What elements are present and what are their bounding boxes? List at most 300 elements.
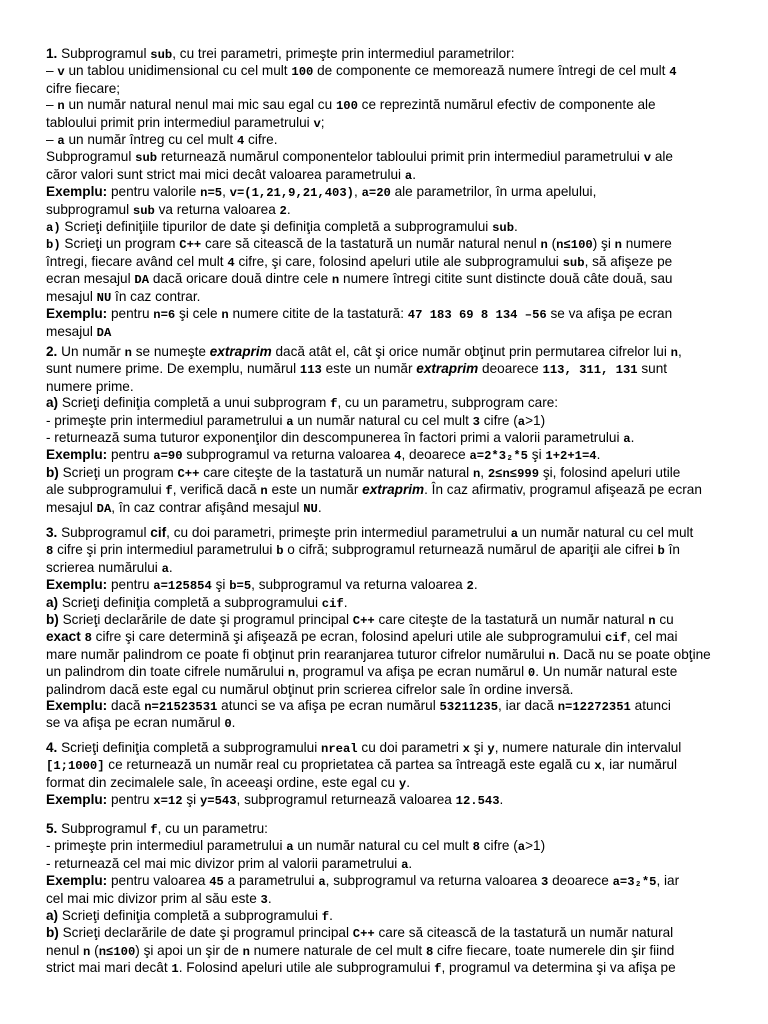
code-token: 4 — [669, 65, 677, 80]
code-token: a — [517, 414, 526, 429]
text-line — [46, 361, 746, 378]
text-run: . — [473, 577, 478, 593]
text-line — [46, 960, 746, 977]
text-run: , — [354, 184, 362, 200]
text-run: scrierea numărului — [46, 559, 162, 575]
text-run: dacă atât el, cât şi orice număr obţinut prin permutarea cifrelor lui — [271, 344, 671, 359]
text-run: cifre ( — [479, 412, 518, 428]
text-run: cifre ( — [479, 838, 518, 854]
text-line — [46, 132, 746, 149]
code-token: f — [321, 910, 330, 925]
text-run: , — [222, 184, 230, 200]
text-run: , deoarece — [401, 447, 470, 463]
text-run: care să citească de la tastatură un număr natural — [374, 925, 674, 941]
code-token: 3 — [260, 892, 268, 907]
code-token: n=12272351 — [557, 700, 631, 715]
text-run: un palindrom din toate cifrele numărului — [46, 664, 288, 680]
text-run: . — [329, 908, 333, 924]
code-token: n — [614, 238, 622, 253]
code-token: n≤100 — [556, 238, 593, 253]
text-run: mesajul — [46, 288, 97, 304]
text-run: . — [286, 201, 291, 217]
code-token: 53211235 — [439, 700, 499, 715]
code-token: a=3₂*5 — [612, 875, 657, 890]
code-token: b=5 — [229, 579, 252, 594]
text-run: . — [343, 594, 348, 610]
code-token: C++ — [352, 927, 375, 942]
text-run: ( — [90, 942, 99, 958]
text-run: . — [499, 792, 504, 808]
text-run: Scrieţi definiţia completă a subprogramului — [58, 594, 322, 610]
text-run: numere întregi citite sunt distincte două câte două, sau — [339, 271, 673, 287]
code-token: a) — [46, 221, 61, 236]
code-token: n — [548, 648, 556, 663]
text-run: , numere naturale din intervalul — [494, 740, 682, 755]
text-run: , iar — [656, 873, 680, 889]
text-line — [46, 873, 746, 890]
code-token: sub — [135, 151, 158, 166]
text-run: cifre. — [244, 132, 278, 148]
text-run: şi — [182, 792, 200, 808]
code-token: y — [487, 742, 495, 756]
text-run: subprogramul va returna valoarea — [182, 447, 395, 463]
code-token: 0 — [527, 666, 536, 681]
code-token: sub — [492, 221, 515, 236]
problem-1 — [46, 46, 746, 341]
text-line — [46, 482, 746, 499]
code-token: x — [594, 759, 602, 774]
text-run: Scrieţi un program — [60, 236, 180, 252]
text-run: Scrieţi definiţia completă a unui subprogram — [58, 395, 331, 411]
text-line — [46, 856, 746, 873]
text-run: un număr natural cu cel mult — [518, 525, 694, 540]
text-run: . — [406, 774, 410, 790]
text-run: cifre fiecare, toate numerele din şir fiind — [433, 942, 675, 958]
bold-text: Exemplu: — [46, 577, 108, 593]
code-token: 2 — [279, 203, 287, 218]
text-line — [46, 542, 746, 559]
text-run: întregi, fiecare având cel mult — [46, 253, 228, 269]
text-line — [46, 306, 746, 323]
text-run: . — [267, 890, 272, 906]
text-line — [46, 254, 746, 271]
bold-text: b) — [46, 612, 59, 628]
text-line — [46, 167, 746, 184]
text-run: ) şi — [592, 236, 615, 252]
text-line — [46, 219, 746, 236]
code-token: 4 — [227, 255, 235, 270]
bold-text: Exemplu: — [46, 698, 108, 714]
text-run: cu doi parametri — [357, 740, 463, 755]
problem-2 — [46, 344, 746, 517]
text-run: atunci — [630, 698, 671, 714]
code-token: b) — [46, 238, 61, 253]
text-run: - returnează cel mai mic divizor prim al valorii parametrului — [46, 855, 402, 871]
text-line — [46, 447, 746, 464]
text-run: – — [46, 63, 58, 79]
text-line — [46, 891, 746, 908]
text-run: şi — [469, 740, 488, 755]
code-token: 1 — [171, 962, 179, 977]
text-line — [46, 430, 746, 447]
text-run: . — [412, 166, 416, 182]
text-run: un număr întreg cu cel mult — [64, 132, 237, 148]
code-token: 100 — [335, 99, 358, 114]
code-token: 8 — [46, 544, 54, 559]
text-line — [46, 63, 746, 80]
text-run: palindrom dacă este egal cu numărul obţinut prin scrierea cifrelor sale în ordine inversă. — [46, 681, 574, 697]
bold-text: b) — [46, 464, 59, 480]
text-run: în — [664, 542, 680, 558]
text-line — [46, 81, 746, 97]
text-run: numere citite de la tastatură: — [228, 306, 408, 322]
text-run: este un număr — [321, 361, 417, 377]
code-token: sub — [562, 255, 585, 270]
text-run: , iar numărul — [601, 757, 678, 773]
text-line — [46, 682, 746, 698]
text-run: . — [231, 715, 236, 731]
bold-text: Exemplu: — [46, 184, 108, 200]
text-run: sunt numere prime. De exemplu, numărul — [46, 361, 300, 377]
text-run: se va afişa pe ecran numărul — [46, 715, 225, 731]
code-token: n — [260, 484, 268, 499]
bold-text: b) — [46, 925, 59, 941]
text-run: cifre şi care determină şi afişează pe ecran, folosind apeluri utile ale subprogramului — [91, 629, 605, 645]
text-run: Subprogramul — [57, 46, 151, 61]
text-line — [46, 525, 746, 542]
text-run: pentru valoarea — [107, 873, 210, 889]
bold-text: Exemplu: — [46, 792, 108, 808]
text-run: pentru — [107, 447, 154, 463]
text-run: se va afişa pe ecran — [546, 306, 673, 322]
text-run: şi — [211, 577, 230, 593]
bold-text: 2. — [46, 344, 58, 359]
text-line — [46, 324, 746, 341]
code-token: 100 — [291, 65, 314, 80]
problem-4 — [46, 740, 746, 810]
code-token: 45 — [209, 875, 224, 890]
text-line — [46, 413, 746, 430]
text-run: cifre, şi care, folosind apeluri utile ale subprogramului — [234, 253, 563, 269]
text-run: . — [596, 447, 601, 463]
code-token: a — [161, 561, 169, 576]
text-run: şi cele — [175, 306, 222, 322]
code-token: cif — [321, 596, 344, 611]
code-token: C++ — [179, 238, 202, 253]
code-token: a — [286, 414, 294, 429]
code-token: DA — [96, 501, 112, 516]
code-token: n — [287, 666, 296, 681]
bold-text: cif — [150, 525, 167, 540]
text-run: . — [408, 855, 413, 871]
text-line — [46, 379, 746, 395]
code-token: 8 — [472, 840, 480, 855]
text-run: Scrieţi un program — [58, 464, 178, 480]
text-line — [46, 577, 746, 594]
code-token: a — [318, 875, 326, 890]
text-run: strict mai mari decât — [46, 960, 172, 976]
text-run: nenul — [46, 942, 84, 958]
text-line — [46, 97, 746, 114]
code-token: x — [462, 742, 470, 756]
code-token: a=20 — [361, 186, 391, 201]
code-token: a — [286, 840, 294, 855]
code-token: v — [313, 116, 321, 131]
text-run: , cu doi parametri, primeşte prin intermediul parametrului — [166, 525, 511, 540]
code-token: a — [517, 840, 526, 855]
code-token: n — [670, 346, 678, 360]
bold-text: 4. — [46, 740, 58, 755]
text-line — [46, 943, 746, 960]
text-run: Un număr — [57, 344, 125, 359]
text-run: de componente ce memorează numere întregi de cel mult — [313, 63, 670, 79]
text-run: un tablou unidimensional cu cel mult — [64, 63, 292, 79]
text-run: - returnează suma tuturor exponenţilor din descompunerea în factori primi a valorii parametrului — [46, 430, 624, 446]
text-line — [46, 698, 746, 715]
code-token: n — [57, 99, 65, 114]
emphasis-text: extraprim — [416, 361, 479, 377]
code-token: DA — [134, 273, 150, 288]
text-line — [46, 289, 746, 306]
text-run: , programul va determina şi va afişa pe — [441, 960, 676, 976]
text-run: – — [46, 132, 58, 148]
text-run: subprogramul — [46, 201, 133, 217]
text-run: şi — [528, 447, 546, 463]
text-run: pentru — [107, 306, 154, 322]
text-run: , subprogramul va returna valoarea — [325, 873, 541, 889]
code-token: 3 — [472, 414, 480, 429]
text-run: se numeşte — [131, 344, 210, 359]
text-run: Scrieţi declarările de date şi programul principal — [58, 925, 353, 941]
code-token: n — [221, 308, 229, 323]
text-run: este un număr — [267, 482, 363, 498]
text-run: returnează numărul componentelor tabloului primit prin intermediul parametrului — [157, 149, 644, 165]
text-run: , — [678, 344, 682, 359]
text-run: Scrieţi declarările de date şi programul principal — [58, 612, 353, 628]
text-line — [46, 647, 746, 664]
code-token: nreal — [321, 742, 358, 756]
code-token: DA — [96, 325, 112, 340]
text-run: şi, folosind apeluri utile — [539, 464, 681, 480]
text-run: . — [168, 559, 173, 575]
bold-text: 5. — [46, 821, 58, 836]
text-line — [46, 629, 746, 646]
text-line — [46, 115, 746, 132]
bold-text: exact — [46, 629, 81, 645]
code-token: [1;1000] — [46, 759, 105, 774]
text-line — [46, 465, 746, 482]
text-line — [46, 236, 746, 253]
text-line — [46, 500, 746, 517]
text-run: , — [480, 464, 488, 480]
text-line — [46, 271, 746, 288]
code-token: v — [57, 65, 65, 80]
text-run: a parametrului — [223, 873, 319, 889]
text-line — [46, 664, 746, 681]
text-run: , subprogramul returnează valoarea — [236, 792, 456, 808]
text-run: >1) — [525, 412, 546, 428]
code-token: f — [434, 962, 442, 977]
text-run: . Folosind apeluri utile ale subprogramului — [178, 960, 435, 976]
code-token: b — [276, 544, 284, 559]
text-run: căror valori sunt strict mai mici decât valoarea parametrului — [46, 166, 405, 182]
text-run: deoarece — [478, 361, 543, 377]
code-token: sub — [150, 48, 173, 62]
code-token: 113 — [299, 363, 322, 378]
text-run: care să citească de la tastatură un număr natural nenul — [201, 236, 541, 252]
text-run: cu — [655, 612, 674, 628]
text-run: mesajul — [46, 323, 97, 339]
text-line — [46, 560, 746, 577]
text-run: cel mai mic divizor prim al său este — [46, 890, 261, 906]
code-token: f — [150, 823, 158, 837]
code-token: a — [510, 527, 519, 541]
code-token: 4 — [236, 134, 245, 149]
code-token: n — [242, 944, 250, 959]
text-run: mesajul — [46, 499, 97, 515]
text-run: Scrieţi definiţia completă a subprogramului — [58, 908, 322, 924]
bold-text: a) — [46, 908, 59, 924]
text-run: - primeşte prin intermediul parametrului — [46, 838, 287, 854]
problem-3 — [46, 525, 746, 733]
text-run: mare număr palindrom ce poate fi obţinut prin rearanjarea tuturor cifrelor numărului — [46, 646, 549, 662]
text-run: ale — [651, 149, 673, 165]
code-token: n — [83, 944, 91, 959]
text-run: ce reprezintă numărul efectiv de componente ale — [357, 97, 656, 113]
code-token: 3 — [541, 875, 549, 890]
code-token: 47 183 69 8 134 –56 — [407, 308, 547, 323]
text-run: pentru valorile — [107, 184, 201, 200]
bold-text: 3. — [46, 525, 58, 540]
code-token: 8 — [425, 944, 434, 959]
text-run: va returna valoarea — [154, 201, 280, 217]
code-token: x=12 — [153, 794, 183, 809]
text-line — [46, 715, 746, 732]
code-token: a=2*3₂*5 — [469, 449, 528, 464]
text-run: cifre fiecare; — [46, 80, 121, 96]
text-run: numere naturale de cel mult — [249, 942, 426, 958]
text-line — [46, 821, 746, 838]
text-run: care citeşte de la tastatură un număr natural — [199, 464, 473, 480]
code-token: 2≤n≤999 — [487, 466, 540, 481]
bold-text: a) — [46, 594, 59, 610]
text-run: Subprogramul — [57, 525, 151, 540]
code-token: n=6 — [153, 308, 176, 323]
text-run: , iar dacă — [498, 698, 558, 714]
code-token: n — [540, 238, 548, 253]
text-run: un număr natural cu cel mult — [293, 838, 473, 854]
text-run: ce returnează un număr real cu proprietatea că partea sa întreagă este egală cu — [104, 757, 595, 773]
text-run: , să afişeze pe — [584, 253, 673, 269]
bold-text: Exemplu: — [46, 306, 108, 322]
text-run: , programul va afişa pe ecran numărul — [295, 664, 528, 680]
text-run: numere — [621, 236, 672, 252]
text-run: format din zecimalele sale, în aceeaşi ordine, este egal cu — [46, 774, 399, 790]
emphasis-text: extraprim — [362, 482, 425, 498]
code-token: a=90 — [153, 449, 183, 464]
emphasis-text: extraprim — [209, 344, 272, 359]
text-run: , în caz contrar afişând mesajul — [111, 499, 304, 515]
text-line — [46, 775, 746, 792]
text-run: un număr natural nenul mai mic sau egal cu — [64, 97, 336, 113]
text-run: >1) — [525, 838, 546, 854]
text-run: în caz contrar. — [111, 288, 201, 304]
text-run: Scrieţi definiţiile tipurilor de date şi definiţia completă a subprogramului — [60, 219, 493, 235]
text-run: tabloului primit prin intermediul parametrului — [46, 114, 314, 130]
code-token: y=543 — [199, 794, 237, 809]
code-token: 0 — [224, 717, 232, 732]
code-token: 12.543 — [455, 794, 500, 809]
text-run: cifre şi prin intermediul parametrului — [53, 542, 277, 558]
text-run: Scrieţi definiţia completă a subprogramului — [57, 740, 322, 755]
code-token: sub — [132, 203, 155, 218]
text-run: . — [630, 430, 635, 446]
text-run: atunci se va afişa pe ecran numărul — [217, 698, 440, 714]
text-run: dacă — [107, 698, 145, 714]
text-line — [46, 46, 746, 63]
text-run: , cel mai — [626, 629, 678, 645]
code-token: n=21523531 — [144, 700, 218, 715]
text-line — [46, 925, 746, 942]
text-line — [46, 184, 746, 201]
code-token: n=5 — [200, 186, 223, 201]
text-run: . — [317, 499, 322, 515]
text-line — [46, 838, 746, 855]
bold-text: Exemplu: — [46, 447, 108, 463]
code-token: a — [401, 857, 409, 872]
code-token: 8 — [84, 631, 92, 646]
code-token: n — [648, 614, 656, 629]
text-run: sunt — [637, 361, 668, 377]
code-token: 2 — [466, 579, 474, 594]
text-run: , cu un parametru, subprogram care: — [337, 395, 559, 411]
text-run: - primeşte prin intermediul parametrului — [46, 412, 287, 428]
code-token: 4 — [394, 449, 402, 464]
code-token: f — [165, 484, 173, 499]
text-run: . În caz afirmativ, programul afişează pe ecran — [424, 482, 702, 498]
code-token: C++ — [352, 614, 375, 629]
bold-text: 1. — [46, 46, 58, 61]
text-run: . Dacă nu se poate obţine — [555, 646, 711, 662]
code-token: n — [124, 346, 132, 360]
text-run: ; — [320, 114, 325, 130]
code-token: NU — [96, 290, 112, 305]
code-token: a — [57, 134, 65, 149]
code-token: f — [330, 397, 338, 412]
text-run: , cu trei parametri, primeşte prin intermediul parametrilor: — [172, 46, 515, 61]
text-run: ale parametrilor, în urma apelului, — [390, 184, 597, 200]
text-run: Subprogramul — [57, 821, 151, 836]
text-run: numere prime. — [46, 378, 134, 394]
text-run: ( — [547, 236, 557, 252]
text-line — [46, 757, 746, 774]
text-run: ale subprogramului — [46, 482, 166, 498]
text-line — [46, 908, 746, 925]
code-token: b — [657, 544, 665, 559]
text-run: un număr natural cu cel mult — [293, 412, 473, 428]
code-token: NU — [303, 501, 318, 516]
text-line — [46, 395, 746, 412]
code-token: a — [623, 432, 631, 447]
text-run: . Un număr natural este — [535, 664, 678, 680]
text-run: deoarece — [548, 873, 613, 889]
text-run: Subprogramul — [46, 149, 136, 165]
problem-5 — [46, 821, 746, 978]
text-line — [46, 740, 746, 757]
code-token: 113, 311, 131 — [542, 363, 638, 378]
code-token: n — [472, 466, 481, 481]
text-run: , subprogramul va returna valoarea — [251, 577, 467, 593]
